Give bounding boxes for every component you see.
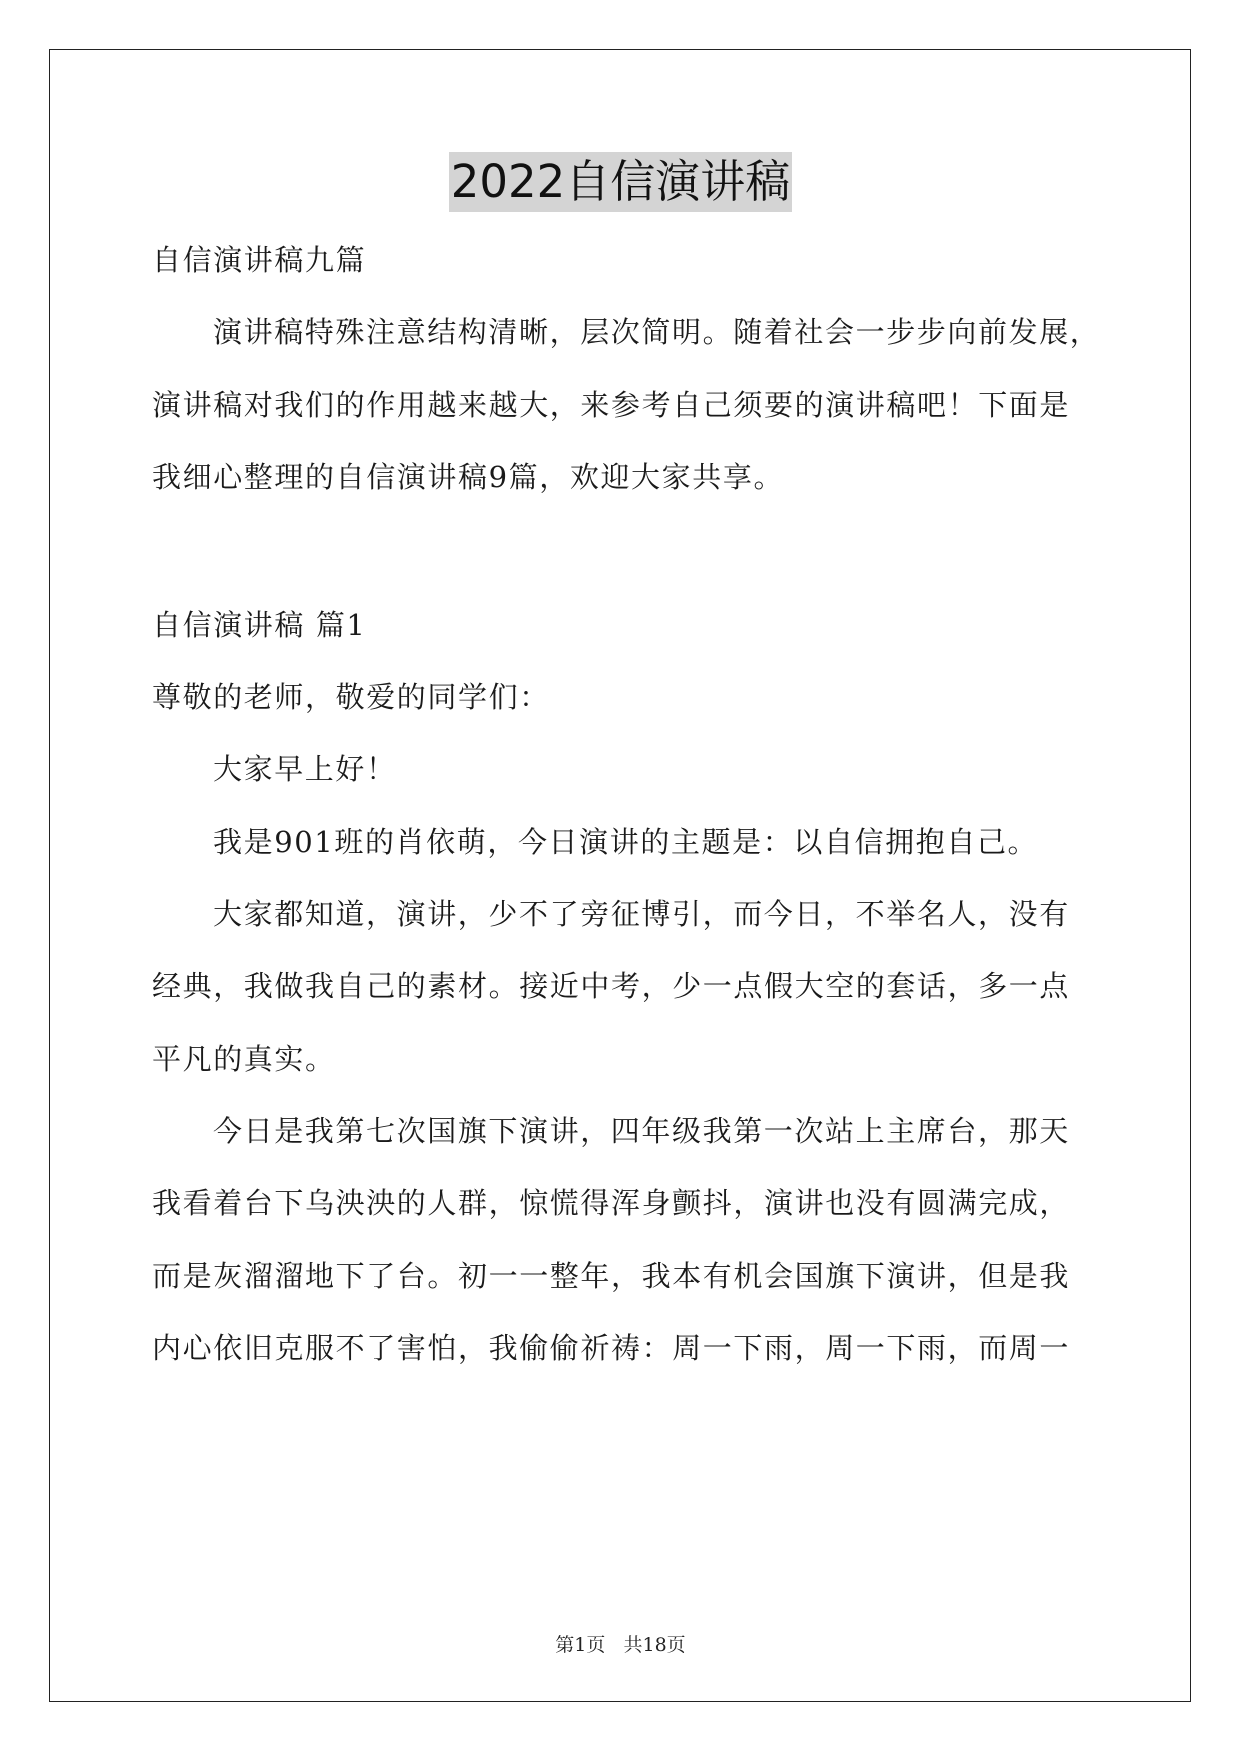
page-border: [49, 49, 1191, 1702]
body-line: 今日是我第七次国旗下演讲，四年级我第一次站上主席台，那天: [213, 1114, 1070, 1148]
intro-line-2: 演讲稿对我们的作用越来越大，来参考自己须要的演讲稿吧！下面是: [152, 388, 1071, 422]
document-subtitle: 自信演讲稿九篇: [152, 243, 367, 277]
body-line: 我看着台下乌泱泱的人群，惊慌得浑身颤抖，演讲也没有圆满完成，: [152, 1186, 1071, 1220]
title-container: [0, 152, 1241, 212]
section-heading: 自信演讲稿 篇1: [152, 608, 367, 642]
salutation: 尊敬的老师，敬爱的同学们：: [152, 680, 550, 714]
intro-line-1: 演讲稿特殊注意结构清晰，层次简明。随着社会一步步向前发展，: [213, 315, 1101, 349]
page-footer: 第1页 共18页: [555, 1634, 686, 1656]
body-line: 而是灰溜溜地下了台。初一一整年，我本有机会国旗下演讲，但是我: [152, 1259, 1071, 1293]
body-line: 内心依旧克服不了害怕，我偷偷祈祷：周一下雨，周一下雨，而周一: [152, 1331, 1071, 1365]
body-line: 平凡的真实。: [152, 1042, 336, 1076]
body-line: 我是901班的肖依萌，今日演讲的主题是：以自信拥抱自己。: [213, 825, 1039, 859]
body-line: 大家都知道，演讲，少不了旁征博引，而今日，不举名人，没有: [213, 897, 1070, 931]
document-title: 2022自信演讲稿: [449, 152, 793, 212]
body-line: 经典，我做我自己的素材。接近中考，少一点假大空的套话，多一点: [152, 969, 1071, 1003]
intro-line-3: 我细心整理的自信演讲稿9篇，欢迎大家共享。: [152, 460, 785, 494]
greeting: 大家早上好！: [213, 752, 397, 786]
